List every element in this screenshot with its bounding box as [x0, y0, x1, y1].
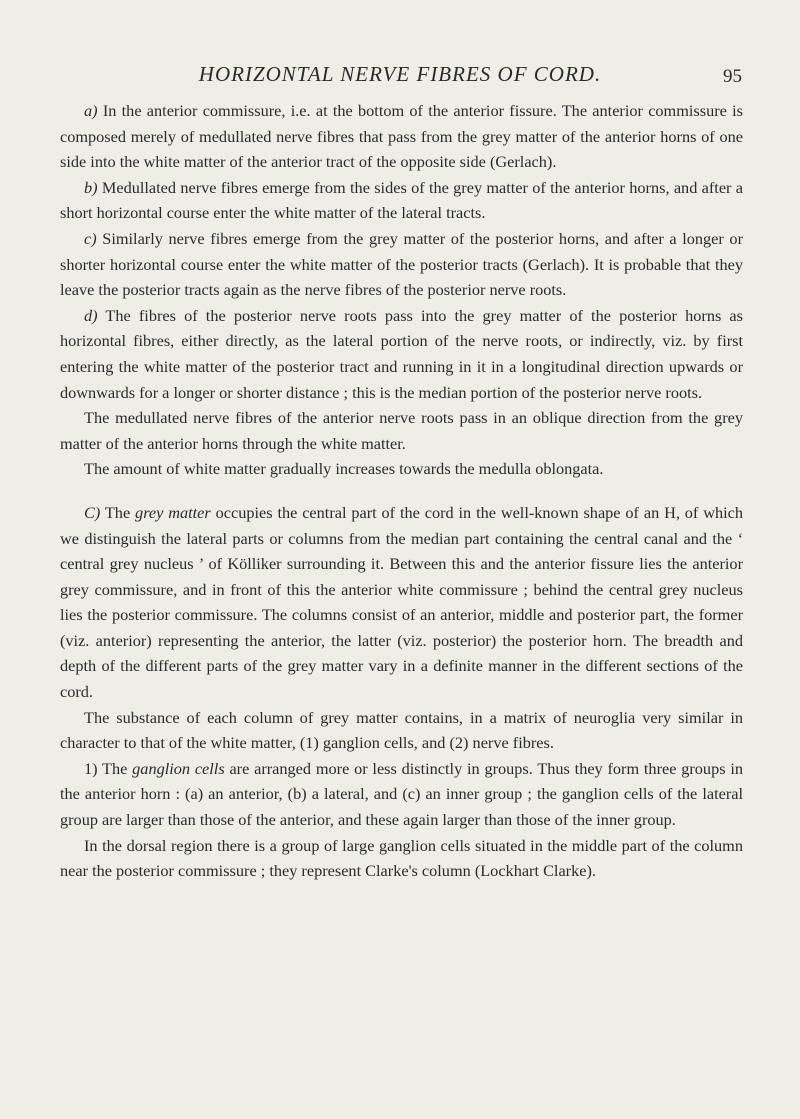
paragraph-text: occupies the central part of the cord in the well-known shape of an H, of which we distinguish the lateral parts or columns from the median part containing the central canal and the ‘ central grey nucleus ’ of Kölliker surrounding it. Between this and the anterior fissure lies the anterior grey commissure, and in front of this the anterior white commissure ; behind the central grey nucleus lies the posterior commissure. The columns consist of an anterior, middle and posterior part, the former (viz. anterior) representing the anterior, the latter (viz. posterior) the posterior horn. The breadth and depth of the different parts of the grey matter vary in a definite manner in the different sections of the cord. — [60, 502, 743, 702]
paragraph-dorsal-region — [60, 833, 743, 884]
paragraph-label: c) — [84, 228, 97, 248]
italic-term: grey matter — [135, 502, 211, 522]
paragraph-text: In the anterior commissure, i.e. at the bottom of the anterior fissure. The anterior commissure is composed merely of medullated nerve fibres that pass from the grey matter of the anterior horns of one side into the white matter of the anterior tract of the opposite side (Gerlach). — [60, 101, 743, 172]
paragraph-grey-matter — [60, 500, 743, 705]
paragraph-text: The medullated nerve fibres of the anterior nerve roots pass in an oblique direction from the grey matter of the anterior horns through the white matter. — [60, 408, 743, 453]
paragraph-lead: The — [97, 758, 133, 778]
paragraph-text: Medullated nerve fibres emerge from the sides of the grey matter of the anterior horns, and after a short horizontal course enter the white matter of the lateral tracts. — [60, 177, 743, 223]
paragraph-label: d) — [84, 305, 98, 325]
paragraph-c — [60, 226, 743, 303]
paragraph-lead: The — [100, 502, 136, 522]
paragraph-text: The fibres of the posterior nerve roots pass into the grey matter of the posterior horns as horizontal fibres, either directly, as the lateral portion of the nerve roots, or indirectly, viz. by first entering the white matter of the posterior tract and running in it in a longitudinal direction upwards or downwards for a longer or shorter distance ; this is the median portion of the posterior nerve roots. — [60, 305, 743, 402]
paragraph-text: are arranged more or less distinctly in groups. Thus they form three groups in the anterior horn : (a) an anterior, (b) a lateral, and (c) an inner group ; the ganglion cells of the lateral group are larger than those of the anterior, and these again larger than those of the inner group. — [60, 758, 743, 830]
italic-term: ganglion cells — [132, 758, 225, 778]
paragraph-b — [60, 175, 743, 226]
paragraph-text: In the dorsal region there is a group of large ganglion cells situated in the middle part of the column near the posterior commissure ; they represent Clarke's column (Lockhart Clarke). — [60, 835, 743, 881]
page-number: 95 — [723, 66, 742, 87]
paragraph-a — [60, 98, 743, 175]
paragraph-anterior-roots — [60, 405, 743, 456]
paragraph-text: The substance of each column of grey matter contains, in a matrix of neuroglia very similar in character to that of the white matter, (1) ganglion cells, and (2) nerve fibres. — [60, 707, 743, 753]
paragraph-label: a) — [84, 101, 98, 120]
paragraph-label: C) — [84, 502, 101, 522]
paragraph-text: Similarly nerve fibres emerge from the grey matter of the posterior horns, and after a longer or shorter horizontal course enter the white matter of the posterior tracts (Gerlach). It is probable that they leave the posterior tracts again as the nerve fibres of the posterior nerve roots. — [60, 228, 743, 300]
paragraph-column-substance — [60, 705, 743, 756]
running-title: HORIZONTAL NERVE FIBRES OF CORD. — [198, 62, 602, 86]
paragraph-ganglion-cells — [60, 756, 743, 833]
running-head — [0, 62, 800, 92]
paragraph-d — [60, 303, 743, 405]
paragraph-label: 1) — [84, 758, 98, 778]
paragraph-text: The amount of white matter gradually increases towards the medulla oblongata. — [84, 459, 604, 479]
paragraph-white-matter-amount — [60, 456, 743, 482]
body-text — [60, 98, 743, 884]
paragraph-label: b) — [84, 177, 98, 197]
